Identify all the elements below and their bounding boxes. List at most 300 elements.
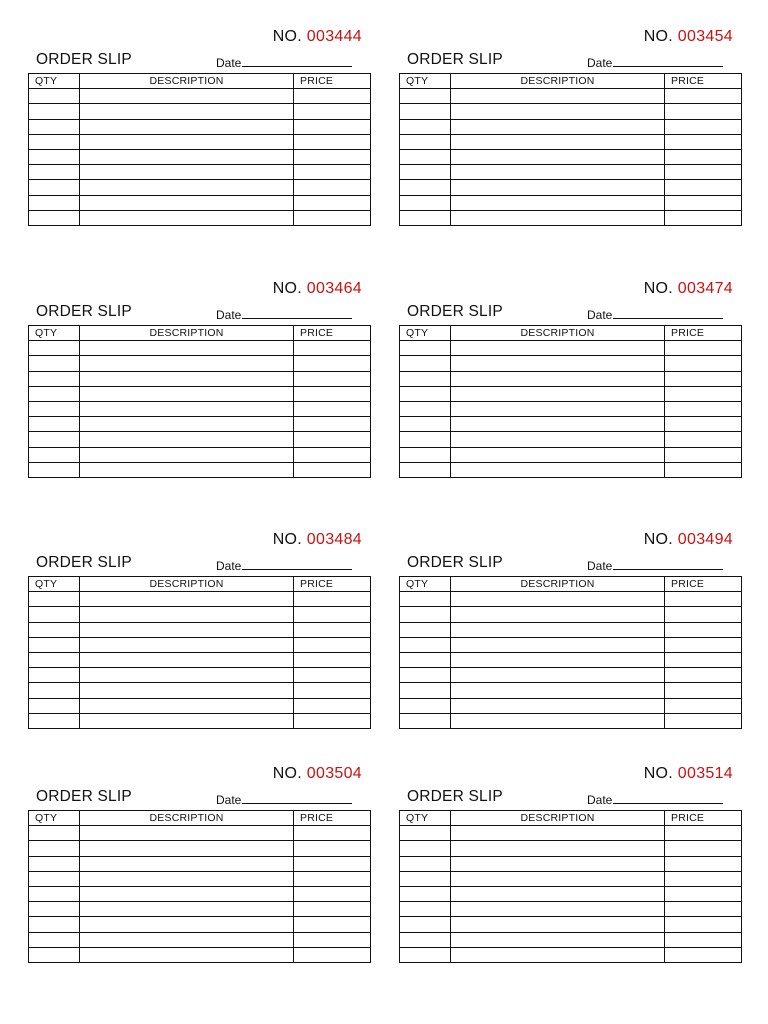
description-cell[interactable] — [451, 917, 665, 932]
qty-cell[interactable] — [400, 341, 451, 356]
qty-cell[interactable] — [29, 341, 80, 356]
table-row — [29, 165, 371, 180]
price-cell[interactable] — [294, 592, 371, 607]
table-row — [29, 180, 371, 195]
description-cell[interactable] — [451, 180, 665, 195]
table-header-row — [29, 811, 371, 826]
table-row — [29, 917, 371, 932]
price-cell[interactable] — [665, 89, 742, 104]
qty-cell[interactable] — [400, 637, 451, 652]
price-cell[interactable] — [665, 386, 742, 401]
date-blank-line[interactable] — [242, 307, 352, 319]
qty-cell[interactable] — [400, 371, 451, 386]
table-row — [29, 683, 371, 698]
description-cell[interactable] — [80, 607, 294, 622]
qty-cell[interactable] — [400, 165, 451, 180]
description-cell[interactable] — [451, 592, 665, 607]
date-blank-line[interactable] — [613, 558, 723, 570]
description-cell[interactable] — [451, 622, 665, 637]
table-header-row — [400, 811, 742, 826]
qty-cell[interactable] — [29, 371, 80, 386]
slip-title: ORDER SLIP — [407, 788, 503, 805]
price-cell[interactable] — [294, 119, 371, 134]
order-table — [399, 325, 742, 478]
price-cell[interactable] — [294, 917, 371, 932]
col-header-description: DESCRIPTION — [451, 577, 665, 592]
description-cell[interactable] — [80, 371, 294, 386]
price-cell[interactable] — [665, 932, 742, 947]
qty-cell[interactable] — [29, 932, 80, 947]
order-table — [28, 576, 371, 729]
price-cell[interactable] — [665, 195, 742, 210]
order-table — [399, 73, 742, 226]
description-cell[interactable] — [451, 683, 665, 698]
price-cell[interactable] — [294, 932, 371, 947]
qty-cell[interactable] — [400, 462, 451, 477]
description-cell[interactable] — [451, 637, 665, 652]
order-table — [399, 576, 742, 729]
qty-cell[interactable] — [400, 947, 451, 962]
table-row — [29, 652, 371, 667]
table-row — [400, 165, 742, 180]
qty-cell[interactable] — [400, 917, 451, 932]
description-cell[interactable] — [80, 886, 294, 901]
qty-cell[interactable] — [400, 89, 451, 104]
qty-cell[interactable] — [29, 886, 80, 901]
description-cell[interactable] — [451, 210, 665, 225]
price-cell[interactable] — [294, 622, 371, 637]
qty-cell[interactable] — [400, 826, 451, 841]
qty-cell[interactable] — [400, 432, 451, 447]
qty-cell[interactable] — [29, 89, 80, 104]
price-cell[interactable] — [665, 622, 742, 637]
table-row — [400, 947, 742, 962]
price-cell[interactable] — [294, 134, 371, 149]
qty-cell[interactable] — [400, 668, 451, 683]
price-cell[interactable] — [294, 607, 371, 622]
table-row — [29, 826, 371, 841]
description-cell[interactable] — [80, 195, 294, 210]
table-row — [400, 341, 742, 356]
slip-number-value: 003514 — [677, 765, 733, 782]
description-cell[interactable] — [451, 149, 665, 164]
price-cell[interactable] — [294, 371, 371, 386]
qty-cell[interactable] — [400, 356, 451, 371]
table-row — [29, 622, 371, 637]
price-cell[interactable] — [665, 902, 742, 917]
price-cell[interactable] — [294, 637, 371, 652]
description-cell[interactable] — [80, 210, 294, 225]
qty-cell[interactable] — [29, 386, 80, 401]
table-row — [29, 637, 371, 652]
qty-cell[interactable] — [29, 841, 80, 856]
description-cell[interactable] — [80, 386, 294, 401]
description-cell[interactable] — [451, 195, 665, 210]
qty-cell[interactable] — [29, 134, 80, 149]
description-cell[interactable] — [80, 341, 294, 356]
description-cell[interactable] — [451, 932, 665, 947]
table-row — [400, 462, 742, 477]
price-cell[interactable] — [665, 447, 742, 462]
price-cell[interactable] — [665, 432, 742, 447]
table-row — [29, 386, 371, 401]
date-label: Date — [587, 56, 613, 70]
price-cell[interactable] — [294, 195, 371, 210]
description-cell[interactable] — [451, 89, 665, 104]
price-cell[interactable] — [294, 149, 371, 164]
col-header-price: PRICE — [665, 811, 742, 826]
description-cell[interactable] — [80, 592, 294, 607]
qty-cell[interactable] — [29, 713, 80, 728]
date-field[interactable] — [216, 307, 352, 322]
qty-cell[interactable] — [29, 668, 80, 683]
price-cell[interactable] — [665, 119, 742, 134]
price-cell[interactable] — [665, 341, 742, 356]
table-row — [400, 417, 742, 432]
price-cell[interactable] — [665, 180, 742, 195]
price-cell[interactable] — [665, 713, 742, 728]
price-cell[interactable] — [294, 462, 371, 477]
description-cell[interactable] — [80, 134, 294, 149]
qty-cell[interactable] — [400, 180, 451, 195]
qty-cell[interactable] — [29, 104, 80, 119]
qty-cell[interactable] — [29, 462, 80, 477]
price-cell[interactable] — [665, 871, 742, 886]
description-cell[interactable] — [80, 462, 294, 477]
date-blank-line[interactable] — [613, 307, 723, 319]
description-cell[interactable] — [80, 668, 294, 683]
slip-number-label: NO. — [643, 531, 674, 548]
description-cell[interactable] — [451, 902, 665, 917]
description-cell[interactable] — [80, 149, 294, 164]
table-row — [29, 856, 371, 871]
description-cell[interactable] — [80, 165, 294, 180]
price-cell[interactable] — [294, 947, 371, 962]
description-cell[interactable] — [80, 447, 294, 462]
col-header-description: DESCRIPTION — [451, 811, 665, 826]
qty-cell[interactable] — [400, 932, 451, 947]
description-cell[interactable] — [451, 119, 665, 134]
price-cell[interactable] — [665, 462, 742, 477]
description-cell[interactable] — [451, 386, 665, 401]
date-field[interactable] — [587, 558, 723, 573]
qty-cell[interactable] — [29, 871, 80, 886]
description-cell[interactable] — [80, 104, 294, 119]
price-cell[interactable] — [665, 841, 742, 856]
description-cell[interactable] — [80, 856, 294, 871]
price-cell[interactable] — [294, 713, 371, 728]
table-row — [400, 902, 742, 917]
col-header-price: PRICE — [665, 577, 742, 592]
price-cell[interactable] — [665, 856, 742, 871]
date-field[interactable] — [587, 307, 723, 322]
description-cell[interactable] — [451, 104, 665, 119]
qty-cell[interactable] — [400, 417, 451, 432]
table-row — [29, 195, 371, 210]
table-row — [400, 180, 742, 195]
description-cell[interactable] — [80, 637, 294, 652]
price-cell[interactable] — [665, 592, 742, 607]
date-label: Date — [216, 56, 242, 70]
qty-cell[interactable] — [29, 195, 80, 210]
description-cell[interactable] — [80, 652, 294, 667]
price-cell[interactable] — [665, 401, 742, 416]
description-cell[interactable] — [80, 713, 294, 728]
qty-cell[interactable] — [29, 607, 80, 622]
slip-number-value: 003444 — [306, 28, 362, 45]
price-cell[interactable] — [294, 652, 371, 667]
qty-cell[interactable] — [29, 637, 80, 652]
description-cell[interactable] — [80, 401, 294, 416]
table-row — [29, 401, 371, 416]
description-cell[interactable] — [451, 947, 665, 962]
qty-cell[interactable] — [400, 149, 451, 164]
date-blank-line[interactable] — [242, 792, 352, 804]
qty-cell[interactable] — [29, 947, 80, 962]
qty-cell[interactable] — [400, 713, 451, 728]
description-cell[interactable] — [80, 180, 294, 195]
table-row — [400, 401, 742, 416]
price-cell[interactable] — [665, 637, 742, 652]
price-cell[interactable] — [294, 386, 371, 401]
qty-cell[interactable] — [29, 917, 80, 932]
price-cell[interactable] — [294, 432, 371, 447]
price-cell[interactable] — [665, 886, 742, 901]
table-row — [29, 210, 371, 225]
price-cell[interactable] — [294, 668, 371, 683]
qty-cell[interactable] — [29, 902, 80, 917]
description-cell[interactable] — [451, 871, 665, 886]
qty-cell[interactable] — [29, 417, 80, 432]
table-row — [29, 447, 371, 462]
date-label: Date — [587, 308, 613, 322]
qty-cell[interactable] — [400, 698, 451, 713]
description-cell[interactable] — [80, 119, 294, 134]
slip-number-label: NO. — [272, 280, 303, 297]
date-blank-line[interactable] — [613, 792, 723, 804]
date-blank-line[interactable] — [242, 55, 352, 67]
description-cell[interactable] — [80, 947, 294, 962]
price-cell[interactable] — [294, 104, 371, 119]
qty-cell[interactable] — [400, 401, 451, 416]
price-cell[interactable] — [665, 698, 742, 713]
qty-cell[interactable] — [29, 592, 80, 607]
price-cell[interactable] — [294, 871, 371, 886]
price-cell[interactable] — [665, 134, 742, 149]
date-field[interactable] — [587, 55, 723, 70]
description-cell[interactable] — [451, 165, 665, 180]
description-cell[interactable] — [451, 134, 665, 149]
table-header-row — [29, 326, 371, 341]
price-cell[interactable] — [665, 356, 742, 371]
description-cell[interactable] — [80, 683, 294, 698]
qty-cell[interactable] — [400, 683, 451, 698]
price-cell[interactable] — [294, 856, 371, 871]
qty-cell[interactable] — [400, 195, 451, 210]
description-cell[interactable] — [451, 462, 665, 477]
price-cell[interactable] — [294, 417, 371, 432]
price-cell[interactable] — [294, 902, 371, 917]
price-cell[interactable] — [665, 683, 742, 698]
qty-cell[interactable] — [29, 165, 80, 180]
description-cell[interactable] — [451, 341, 665, 356]
price-cell[interactable] — [294, 180, 371, 195]
qty-cell[interactable] — [400, 871, 451, 886]
qty-cell[interactable] — [29, 826, 80, 841]
description-cell[interactable] — [80, 826, 294, 841]
price-cell[interactable] — [294, 401, 371, 416]
qty-cell[interactable] — [400, 622, 451, 637]
description-cell[interactable] — [80, 417, 294, 432]
description-cell[interactable] — [80, 902, 294, 917]
qty-cell[interactable] — [400, 386, 451, 401]
table-row — [29, 886, 371, 901]
description-cell[interactable] — [80, 698, 294, 713]
description-cell[interactable] — [451, 652, 665, 667]
price-cell[interactable] — [294, 165, 371, 180]
qty-cell[interactable] — [29, 149, 80, 164]
qty-cell[interactable] — [29, 180, 80, 195]
date-label: Date — [587, 559, 613, 573]
price-cell[interactable] — [294, 841, 371, 856]
slip-title: ORDER SLIP — [36, 788, 132, 805]
description-cell[interactable] — [451, 886, 665, 901]
date-field[interactable] — [216, 792, 352, 807]
table-row — [29, 134, 371, 149]
table-row — [400, 149, 742, 164]
qty-cell[interactable] — [400, 592, 451, 607]
qty-cell[interactable] — [29, 401, 80, 416]
description-cell[interactable] — [80, 432, 294, 447]
description-cell[interactable] — [80, 841, 294, 856]
qty-cell[interactable] — [400, 856, 451, 871]
qty-cell[interactable] — [400, 652, 451, 667]
price-cell[interactable] — [665, 947, 742, 962]
qty-cell[interactable] — [29, 210, 80, 225]
qty-cell[interactable] — [400, 886, 451, 901]
qty-cell[interactable] — [29, 447, 80, 462]
table-header-row — [400, 74, 742, 89]
qty-cell[interactable] — [29, 432, 80, 447]
qty-cell[interactable] — [400, 841, 451, 856]
price-cell[interactable] — [294, 89, 371, 104]
price-cell[interactable] — [665, 652, 742, 667]
description-cell[interactable] — [451, 432, 665, 447]
qty-cell[interactable] — [29, 622, 80, 637]
description-cell[interactable] — [451, 826, 665, 841]
table-row — [400, 886, 742, 901]
description-cell[interactable] — [80, 871, 294, 886]
qty-cell[interactable] — [400, 134, 451, 149]
price-cell[interactable] — [665, 371, 742, 386]
price-cell[interactable] — [665, 210, 742, 225]
price-cell[interactable] — [665, 826, 742, 841]
table-row — [400, 119, 742, 134]
slip-number-label: NO. — [643, 280, 674, 297]
slip-number — [644, 531, 733, 549]
description-cell[interactable] — [451, 447, 665, 462]
price-cell[interactable] — [294, 356, 371, 371]
price-cell[interactable] — [294, 210, 371, 225]
date-field[interactable] — [587, 792, 723, 807]
table-row — [400, 447, 742, 462]
table-row — [29, 149, 371, 164]
price-cell[interactable] — [665, 417, 742, 432]
description-cell[interactable] — [451, 371, 665, 386]
table-row — [29, 356, 371, 371]
description-cell[interactable] — [451, 698, 665, 713]
price-cell[interactable] — [294, 447, 371, 462]
table-row — [29, 932, 371, 947]
qty-cell[interactable] — [29, 683, 80, 698]
slip-number — [273, 765, 362, 783]
table-row — [400, 371, 742, 386]
price-cell[interactable] — [294, 341, 371, 356]
col-header-price: PRICE — [294, 577, 371, 592]
price-cell[interactable] — [294, 826, 371, 841]
description-cell[interactable] — [80, 356, 294, 371]
description-cell[interactable] — [80, 622, 294, 637]
qty-cell[interactable] — [400, 447, 451, 462]
price-cell[interactable] — [665, 149, 742, 164]
description-cell[interactable] — [451, 841, 665, 856]
price-cell[interactable] — [665, 165, 742, 180]
description-cell[interactable] — [451, 856, 665, 871]
date-field[interactable] — [216, 558, 352, 573]
price-cell[interactable] — [294, 698, 371, 713]
description-cell[interactable] — [451, 417, 665, 432]
price-cell[interactable] — [294, 683, 371, 698]
price-cell[interactable] — [665, 104, 742, 119]
qty-cell[interactable] — [29, 119, 80, 134]
date-field[interactable] — [216, 55, 352, 70]
qty-cell[interactable] — [400, 607, 451, 622]
date-blank-line[interactable] — [613, 55, 723, 67]
qty-cell[interactable] — [400, 902, 451, 917]
qty-cell[interactable] — [400, 119, 451, 134]
price-cell[interactable] — [294, 886, 371, 901]
slip-number — [644, 28, 733, 46]
qty-cell[interactable] — [29, 652, 80, 667]
col-header-qty: QTY — [29, 326, 80, 341]
table-row — [400, 713, 742, 728]
description-cell[interactable] — [80, 89, 294, 104]
qty-cell[interactable] — [29, 356, 80, 371]
description-cell[interactable] — [80, 932, 294, 947]
price-cell[interactable] — [665, 607, 742, 622]
description-cell[interactable] — [451, 356, 665, 371]
qty-cell[interactable] — [400, 210, 451, 225]
slip-number-label: NO. — [643, 765, 674, 782]
slip-number-label: NO. — [643, 28, 674, 45]
description-cell[interactable] — [451, 713, 665, 728]
qty-cell[interactable] — [29, 856, 80, 871]
description-cell[interactable] — [451, 607, 665, 622]
qty-cell[interactable] — [29, 698, 80, 713]
qty-cell[interactable] — [400, 104, 451, 119]
table-row — [29, 668, 371, 683]
table-row — [29, 871, 371, 886]
price-cell[interactable] — [665, 917, 742, 932]
description-cell[interactable] — [451, 401, 665, 416]
col-header-description: DESCRIPTION — [80, 326, 294, 341]
table-row — [400, 89, 742, 104]
description-cell[interactable] — [451, 668, 665, 683]
table-row — [400, 652, 742, 667]
description-cell[interactable] — [80, 917, 294, 932]
date-blank-line[interactable] — [242, 558, 352, 570]
price-cell[interactable] — [665, 668, 742, 683]
